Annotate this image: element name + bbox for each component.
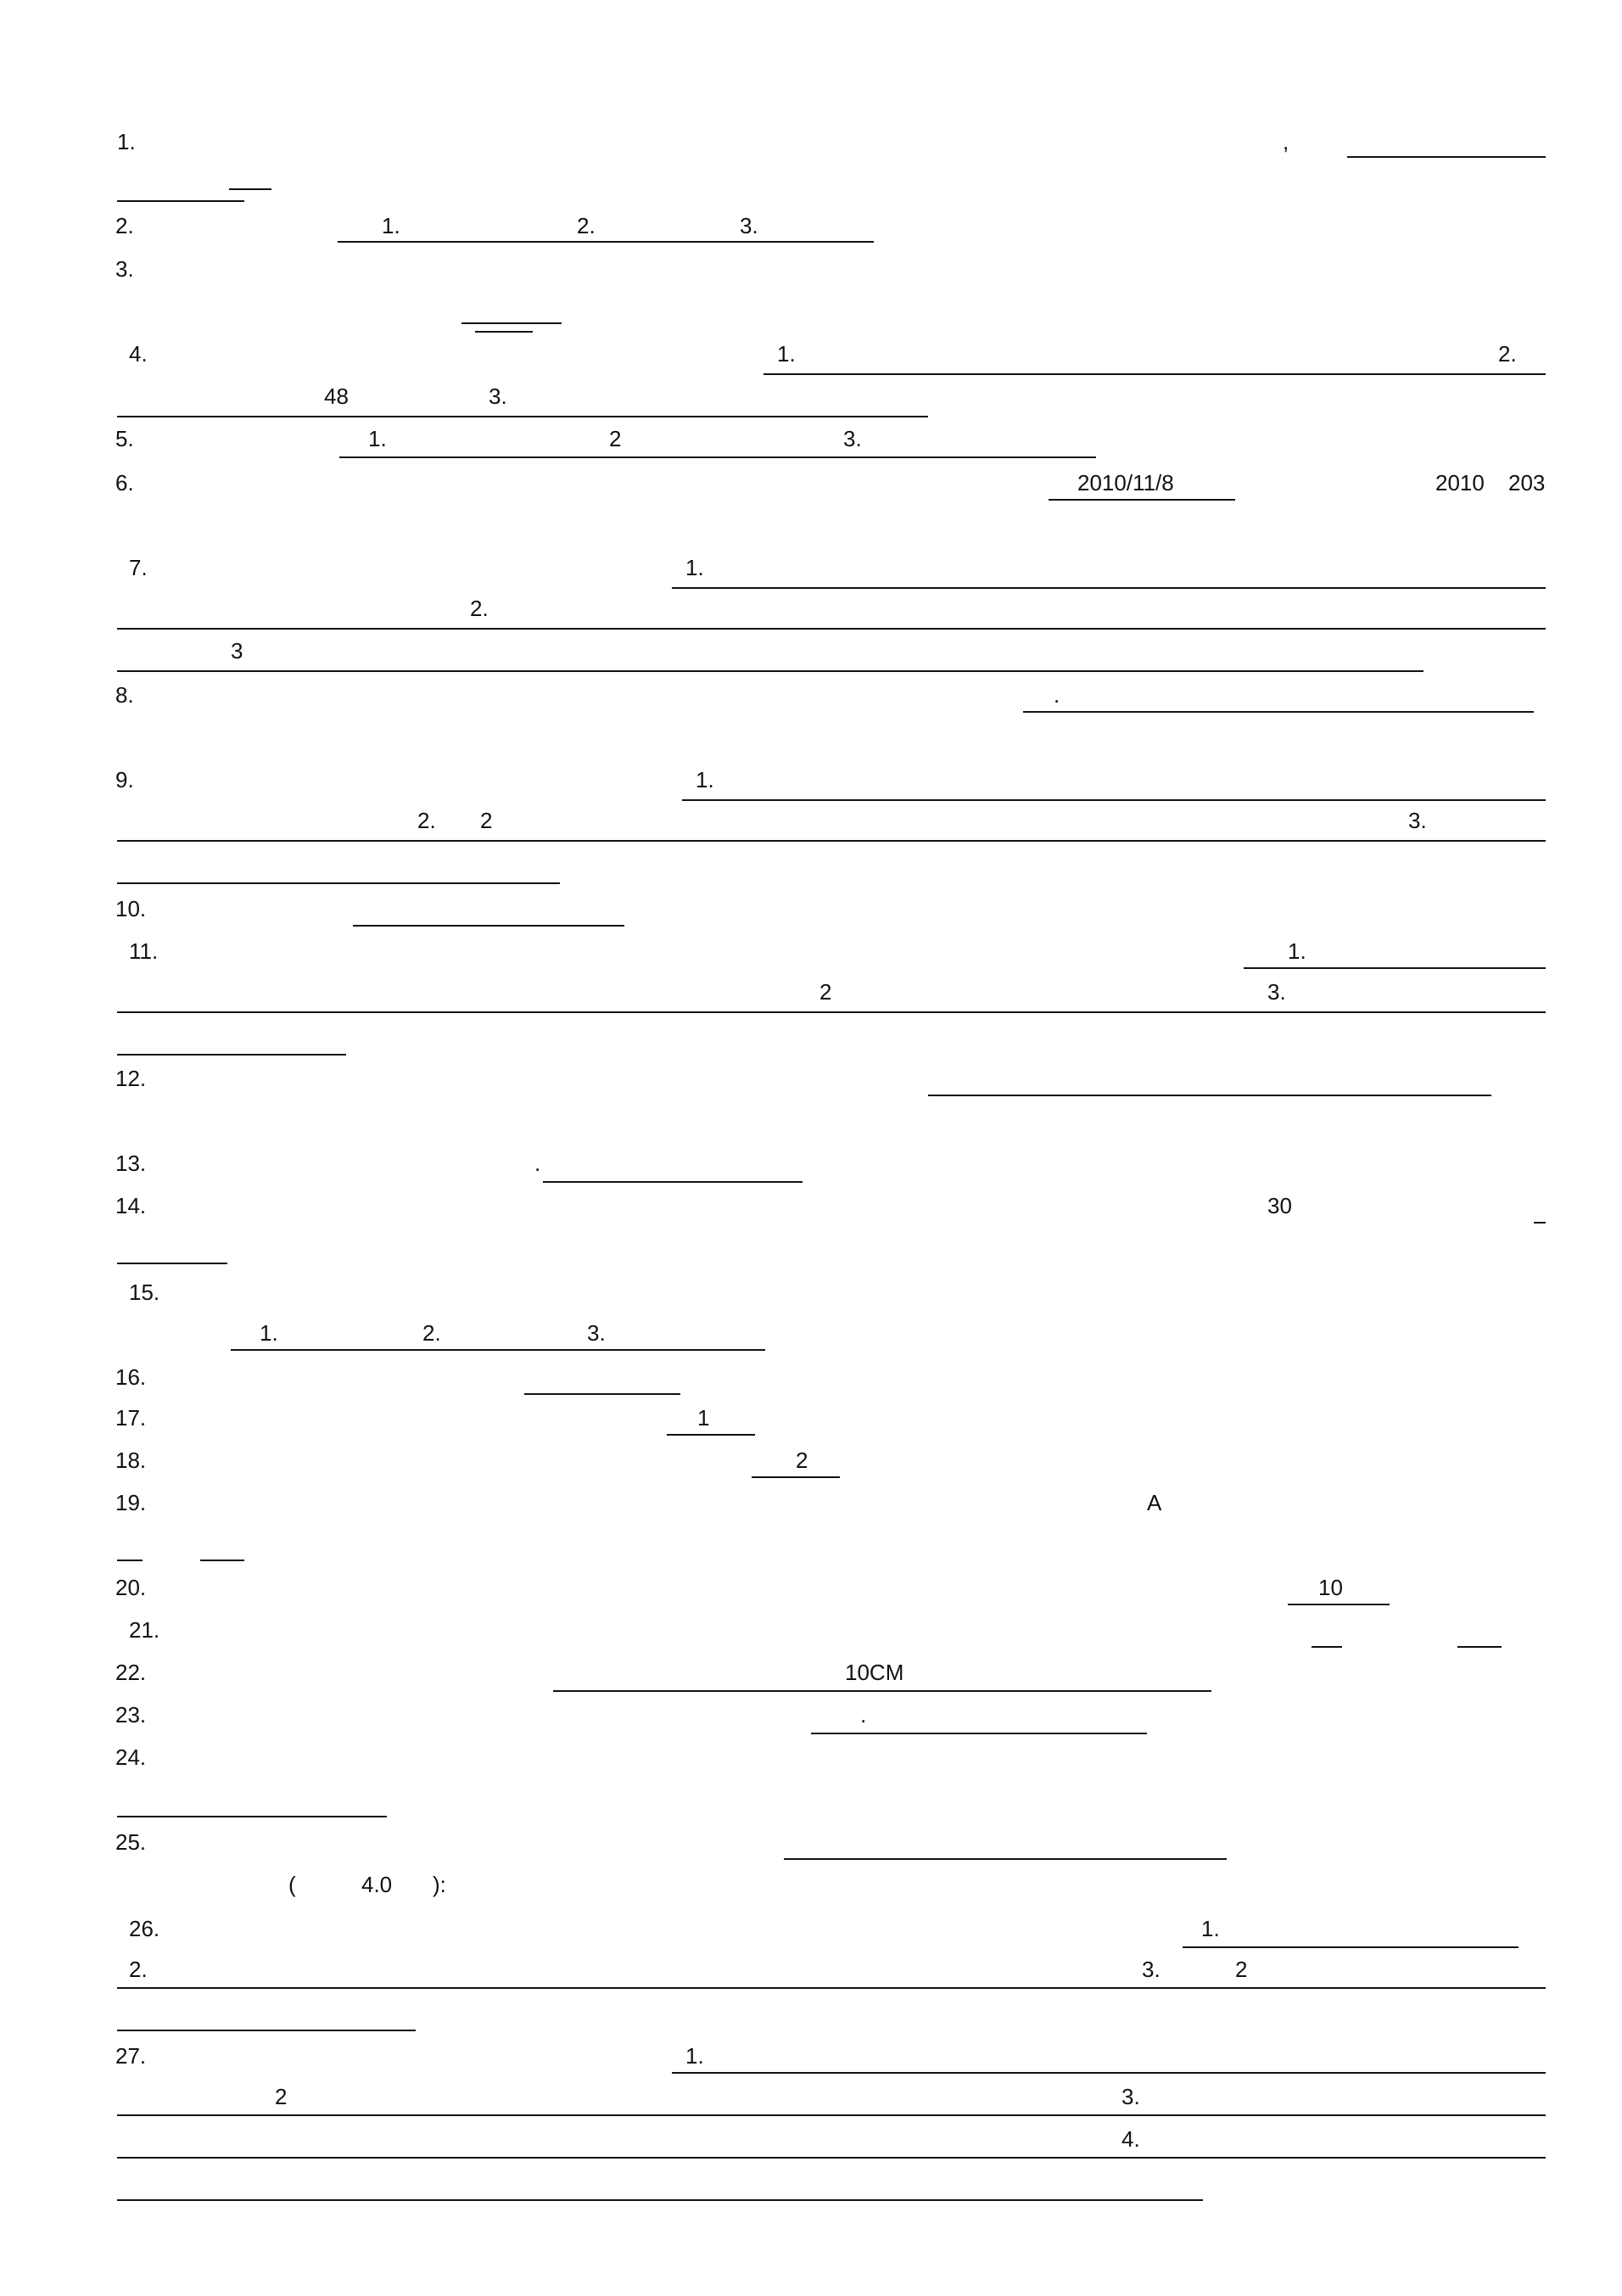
q2-item-2: 2. [577,213,596,238]
q14-value: 30 [1267,1193,1292,1218]
q24-number: 24. [115,1744,147,1770]
q27-item-2: 2 [275,2084,288,2109]
q12-number: 12. [115,1066,147,1091]
q4-hours: 48 [324,384,349,409]
q7-item-3: 3 [231,638,243,664]
q4-blank[interactable] [763,373,1546,375]
section-version: 4.0 [361,1872,393,1897]
q7-blank-3[interactable] [117,670,1423,672]
q20-blank[interactable] [1288,1604,1390,1605]
q11-item-2: 2 [819,979,832,1005]
q27-number: 27. [115,2043,147,2069]
q8-number: 8. [115,682,134,708]
q4-item-3: 3. [489,384,507,409]
q27-blank-3[interactable] [117,2157,1546,2159]
q9-blank[interactable] [682,799,1546,801]
q18-answer: 2 [796,1448,808,1473]
q9-item-3: 3. [1408,808,1427,833]
q2-blank[interactable] [338,241,874,243]
q27-blank[interactable] [672,2072,1546,2074]
q26-item-3-value: 2 [1235,1957,1248,1982]
q13-dot: . [534,1151,541,1176]
q5-number: 5. [115,426,134,451]
q7-item-1: 1. [685,555,704,580]
q26-blank-2[interactable] [117,1987,1546,1989]
q15-item-3: 3. [587,1320,606,1346]
q4-item-2: 2. [1498,341,1517,367]
q8-dot: . [1054,682,1060,708]
q25-number: 25. [115,1829,147,1855]
q25-blank[interactable] [784,1858,1227,1860]
q23-blank[interactable] [811,1733,1147,1734]
q6-year: 2010 [1435,470,1485,496]
q4-number: 4. [129,341,148,367]
q17-blank[interactable] [667,1434,755,1436]
q22-number: 22. [115,1660,147,1685]
q5-item-3: 3. [843,426,862,451]
q1-blank-cont[interactable] [117,200,244,202]
q27-item-4: 4. [1121,2126,1140,2152]
q1-comma: , [1283,129,1289,154]
q1-blank[interactable] [1347,156,1546,158]
q9-item-2: 2. [417,808,436,833]
q2-item-3: 3. [740,213,758,238]
q26-item-1: 1. [1201,1916,1220,1941]
q7-blank-2[interactable] [117,628,1546,630]
q17-answer: 1 [697,1405,710,1431]
section-paren-close: ): [433,1872,446,1897]
q15-number: 15. [129,1280,160,1305]
q4-blank-2[interactable] [117,416,928,417]
q3-blank[interactable] [461,322,562,324]
q19-blank-2[interactable] [200,1560,244,1561]
section-paren-open: ( [288,1872,296,1897]
q18-blank[interactable] [752,1476,840,1478]
q15-item-1: 1. [260,1320,278,1346]
q4-item-1: 1. [777,341,796,367]
q21-blank[interactable] [1312,1646,1342,1648]
q2-number: 2. [115,213,134,238]
q5-item-1: 1. [368,426,387,451]
q2-item-1: 1. [382,213,400,238]
q14-blank-2[interactable] [117,1263,227,1264]
q7-item-2: 2. [470,596,489,621]
q5-blank[interactable] [339,456,1096,458]
q15-item-2: 2. [422,1320,441,1346]
q1-blank-tail[interactable] [229,188,271,190]
q11-item-3: 3. [1267,979,1286,1005]
q7-blank[interactable] [672,587,1546,589]
q11-number: 11. [129,938,159,964]
q22-length: 10CM [845,1660,904,1685]
q21-blank-2[interactable] [1457,1646,1502,1648]
q6-number: 6. [115,470,134,496]
q24-blank[interactable] [117,1816,387,1817]
q27-blank-2[interactable] [117,2114,1546,2116]
q19-blank[interactable] [117,1560,143,1561]
q8-blank[interactable] [1023,711,1534,713]
q19-number: 19. [115,1490,147,1515]
q27-item-1: 1. [685,2043,704,2069]
q10-number: 10. [115,896,147,921]
q9-item-1: 1. [696,767,714,792]
q7-number: 7. [129,555,148,580]
q26-blank[interactable] [1183,1946,1519,1948]
q18-number: 18. [115,1448,147,1473]
q20-answer: 10 [1318,1575,1343,1600]
q11-blank-3[interactable] [117,1054,346,1056]
q19-option: A [1147,1490,1162,1515]
q9-number: 9. [115,767,134,792]
q20-number: 20. [115,1575,147,1600]
q21-number: 21. [129,1617,160,1643]
q6-blank[interactable] [1049,499,1235,501]
q11-blank[interactable] [1244,967,1546,969]
q23-dot: . [860,1702,867,1728]
q13-number: 13. [115,1151,147,1176]
q22-blank[interactable] [553,1690,1211,1692]
q9-blank-3[interactable] [117,882,560,884]
q3-number: 3. [115,256,134,282]
q13-blank[interactable] [543,1181,803,1183]
q26-blank-3[interactable] [117,2030,416,2031]
q15-blank[interactable] [231,1349,765,1351]
q11-blank-2[interactable] [117,1011,1546,1013]
q27-blank-4[interactable] [117,2199,1203,2201]
q26-number: 26. [129,1916,160,1941]
q12-blank[interactable] [928,1095,1491,1096]
q16-number: 16. [115,1364,147,1390]
q23-number: 23. [115,1702,147,1728]
q26-item-3: 3. [1142,1957,1161,1982]
q9-blank-2[interactable] [117,840,1546,842]
q17-number: 17. [115,1405,147,1431]
q11-item-1: 1. [1288,938,1306,964]
q14-blank[interactable] [1534,1222,1546,1224]
q6-date: 2010/11/8 [1077,470,1174,496]
q27-item-3: 3. [1121,2084,1140,2109]
q10-blank[interactable] [353,925,624,927]
q14-number: 14. [115,1193,147,1218]
q1-number: 1. [117,129,136,154]
q9-item-2-value: 2 [480,808,493,833]
q26-item-2: 2. [129,1957,148,1982]
q6-number-203: 203 [1508,470,1546,496]
q5-item-2: 2 [609,426,622,451]
q16-blank[interactable] [524,1393,680,1395]
q3-blank-mark[interactable] [475,331,533,333]
